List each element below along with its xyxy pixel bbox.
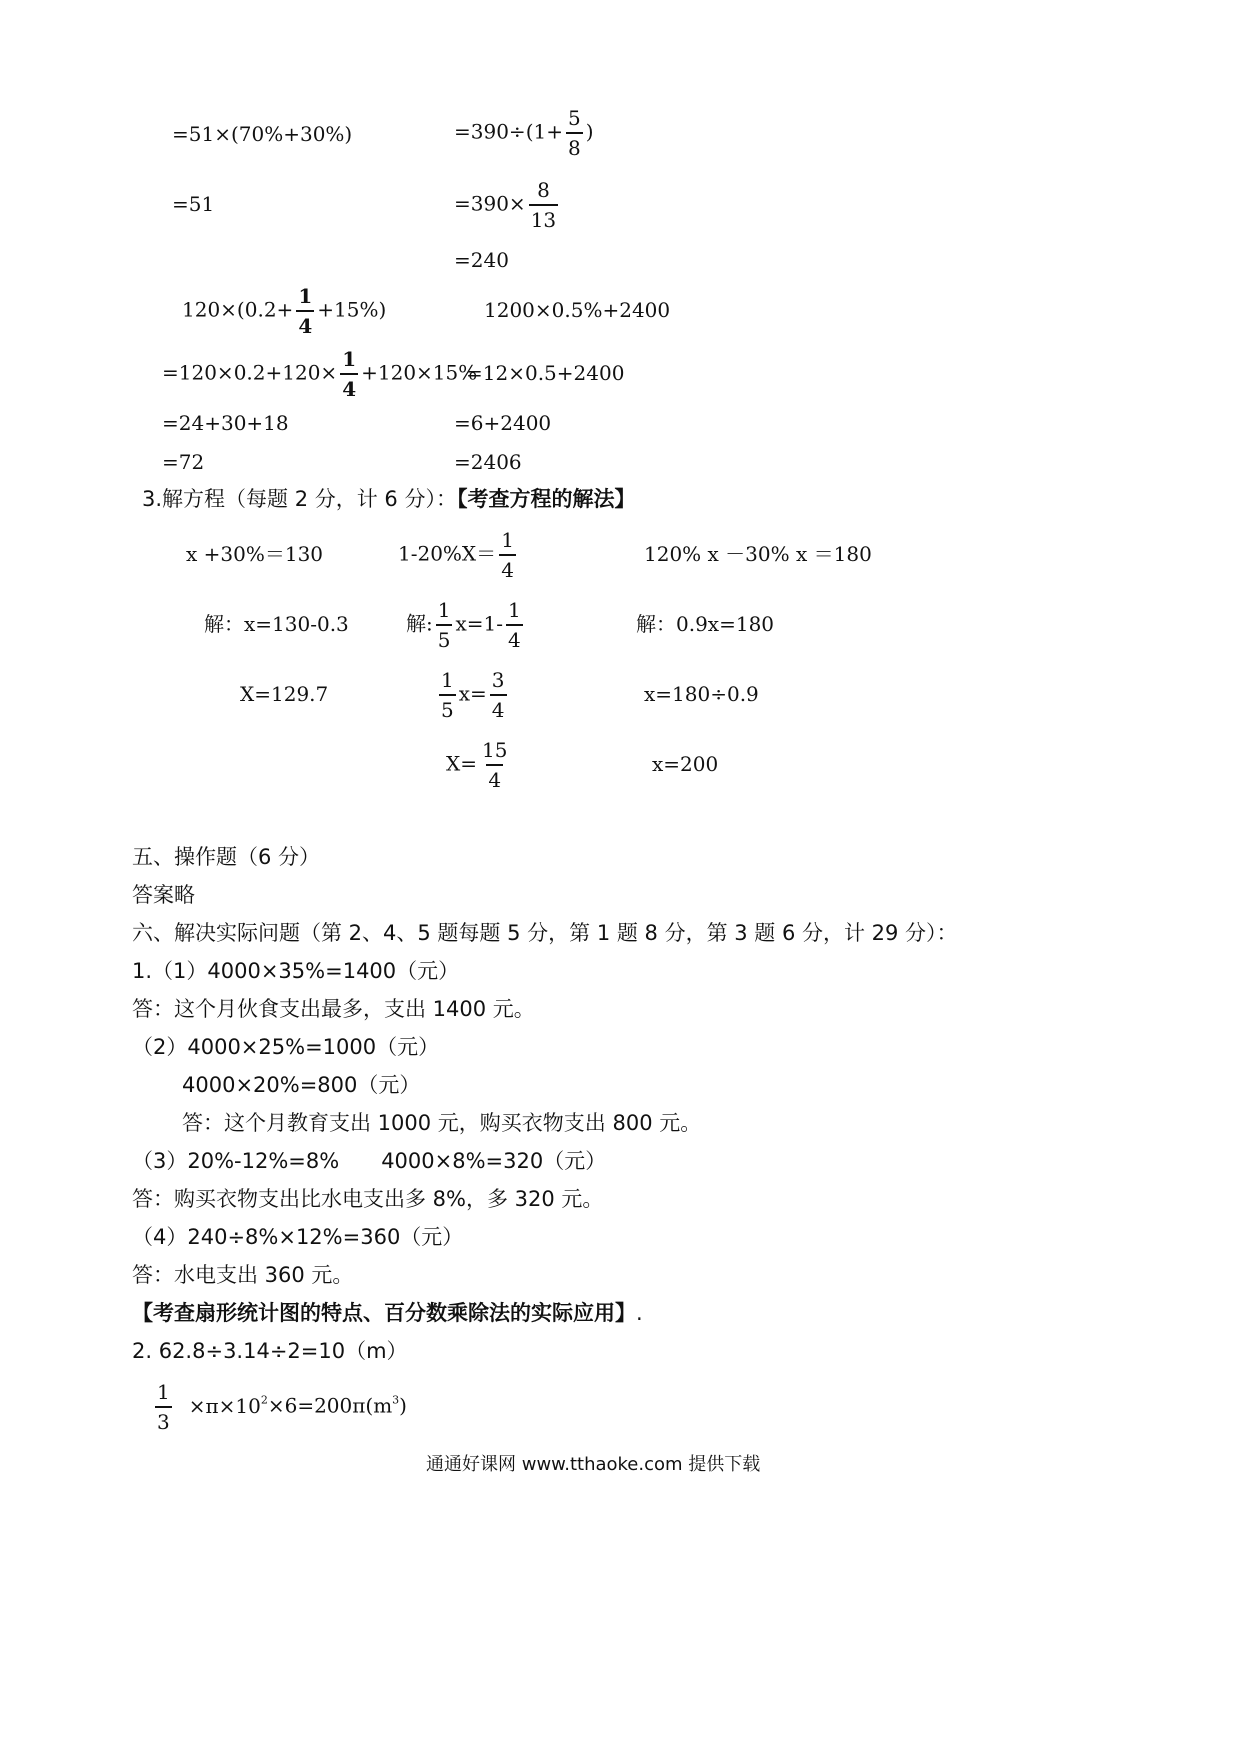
- calc-b1: [454, 106, 594, 160]
- page-footer: 通通好课网 www.tthaoke.com 提供下载: [426, 1454, 761, 1475]
- equations-heading-tag: 【考查方程的解法】: [456, 487, 636, 511]
- eq3-line3: x=180÷0.9: [644, 682, 759, 706]
- calc-d2: =12×0.5+2400: [466, 361, 625, 385]
- calc-c1: [182, 284, 386, 338]
- fraction: $\frac{1}{4}$: [501, 528, 514, 582]
- eq2-line2-mid: x=1-: [455, 611, 504, 636]
- eq3-line4: x=200: [652, 752, 719, 776]
- section6-line11-text2: ×6=200π(m: [267, 1393, 393, 1418]
- fraction: $\frac{1}{4}$: [298, 284, 313, 338]
- section5-answer: 答案略: [132, 883, 195, 907]
- section6-line11: [152, 1380, 407, 1434]
- eq2-line3: [436, 668, 510, 722]
- section6-line11-close: ): [399, 1393, 407, 1418]
- calc-c1-pre: 120×(0.2+: [182, 297, 294, 322]
- eq2-line3-mid: x=: [458, 681, 487, 706]
- eq2-line2: [406, 598, 526, 652]
- section6-line4: 4000×20%=800（元）: [182, 1073, 421, 1097]
- calc-c4: =72: [162, 450, 205, 474]
- exponent: 2: [260, 1393, 268, 1407]
- section6-line10: 2. 62.8÷3.14÷2=10（m）: [132, 1339, 408, 1363]
- fraction: $\frac{3}{4}$: [491, 668, 505, 722]
- section6-line3: （2）4000×25%=1000（元）: [132, 1035, 440, 1059]
- eq1-line1: x +30%＝130: [186, 542, 324, 566]
- fraction: $\frac{1}{5}$: [441, 668, 454, 722]
- fraction: $\frac{1}{4}$: [508, 598, 521, 652]
- fraction: $\frac{1}{5}$: [437, 598, 451, 652]
- calc-c1-post: +15%): [317, 297, 387, 322]
- calc-b1-pre: =390÷(1+: [454, 119, 563, 144]
- section6-line9: 答：水电支出 360 元。: [132, 1263, 354, 1287]
- section6-line5: 答：这个月教育支出 1000 元，购买衣物支出 800 元。: [182, 1111, 702, 1135]
- calc-b2: [454, 178, 561, 232]
- eq3-line1: 120% x －30% x ＝180: [644, 542, 872, 566]
- calc-d3: =6+2400: [454, 411, 552, 435]
- calc-c2-pre: =120×0.2+120×: [162, 360, 338, 385]
- equations-heading-text: 3.解方程（每题 2 分，计 6 分）：: [142, 487, 457, 511]
- section6-line7: 答：购买衣物支出比水电支出多 8%，多 320 元。: [132, 1187, 604, 1211]
- section5-title: 五、操作题（6 分）: [132, 845, 321, 869]
- section6-line8: （4）240÷8%×12%=360（元）: [132, 1225, 464, 1249]
- eq2-line4-pre: X=: [446, 751, 477, 776]
- eq2-line1-pre: 1-20%X＝: [398, 541, 497, 566]
- eq1-line2: 解：x=130-0.3: [204, 612, 349, 636]
- fraction: $\frac{1}{3}$: [157, 1380, 170, 1434]
- calc-a1: =51×(70%+30%): [172, 122, 353, 146]
- eq2-line1: [398, 528, 519, 582]
- calc-b3: =240: [454, 248, 509, 272]
- calc-c2-post: +120×15%: [361, 360, 478, 385]
- calc-c3: =24+30+18: [162, 411, 289, 435]
- section6-tag: [132, 1300, 643, 1326]
- calc-d1: 1200×0.5%+2400: [484, 298, 671, 322]
- eq3-line2: 解：0.9x=180: [636, 612, 775, 636]
- section6-line1: 1.（1）4000×35%=1400（元）: [132, 959, 460, 983]
- fraction: $\frac{5}{8}$: [567, 106, 581, 160]
- eq2-line4: [446, 738, 512, 792]
- section6-tag-dot: .: [636, 1301, 643, 1325]
- calc-d4: =2406: [454, 450, 522, 474]
- exponent: 3: [392, 1393, 400, 1407]
- section6-line2: 答：这个月伙食支出最多，支出 1400 元。: [132, 997, 535, 1021]
- eq2-line2-pre: 解:: [406, 611, 433, 636]
- calc-b1-post: ): [585, 119, 594, 144]
- equations-heading: [142, 486, 635, 512]
- fraction: $\frac{15}{4}$: [482, 738, 508, 792]
- fraction: $\frac{1}{4}$: [342, 347, 357, 401]
- section6-tag-text: 【考查扇形统计图的特点、百分数乘除法的实际应用】: [132, 1301, 636, 1325]
- section6-line11-text: ×π×10: [188, 1393, 261, 1418]
- section6-line6: （3）20%-12%=8% 4000×8%=320（元）: [132, 1149, 607, 1173]
- calc-a2: =51: [172, 192, 215, 216]
- calc-c2: [162, 347, 477, 401]
- section6-title: 六、解决实际问题（第 2、4、5 题每题 5 分，第 1 题 8 分，第 3 题 6 分，计 29 分）：: [132, 921, 958, 945]
- eq1-line3: X=129.7: [240, 682, 329, 706]
- fraction: $\frac{8}{13}$: [530, 178, 557, 232]
- calc-b2-pre: =390×: [454, 191, 526, 216]
